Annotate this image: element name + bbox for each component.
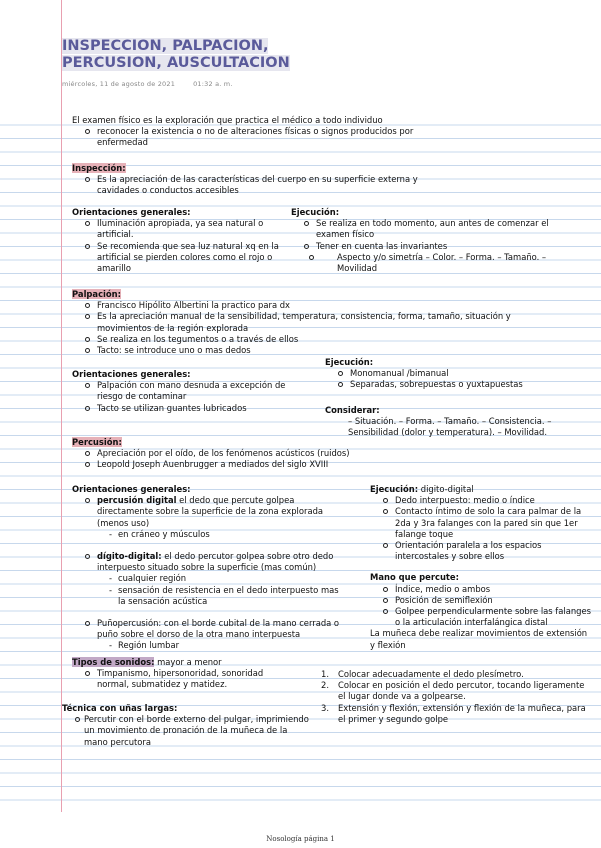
date-text: miércoles, 11 de agosto de 2021 (62, 80, 176, 88)
intro-list (72, 126, 422, 148)
palpacion-ejec-list (325, 368, 565, 390)
tipos-section (72, 657, 287, 691)
list-item: Se realiza en todo momento, aun antes de comenzar el examen físico (291, 218, 563, 240)
percusion-ejec-rest: digito-digital (418, 484, 474, 494)
list-item: Tacto: se introduce uno o mas dedos (72, 345, 512, 356)
inspeccion-ejec (291, 207, 563, 274)
time-text: 01:32 a. m. (193, 80, 233, 88)
list-item: Posición de semiflexión (370, 595, 592, 606)
digito-rest: el dedo percutor golpea sobre otro dedo interpuesto situado sobre la superficie (mas común) (97, 551, 334, 573)
inspeccion-ejec-sub: Aspecto y/o simetría – Color. – Forma. – Tamaño. – Movilidad (337, 251, 547, 274)
list-item: Leopold Joseph Auenbrugger a mediados del siglo XVIII (72, 459, 372, 470)
page-title (62, 38, 372, 72)
percusion-list (72, 448, 372, 470)
list-item: reconocer la existencia o no de alteraciones físicas o signos producidos por enfermedad (72, 126, 422, 148)
list-item: Dedo interpuesto: medio o índice (370, 495, 592, 506)
list-item: Timpanismo, hipersonoridad, sonoridad normal, submatidez y matidez. (72, 668, 287, 690)
list-item (72, 495, 347, 529)
list-item: Percutir con el borde externo del pulgar, imprimiendo un movimiento de pronación de la muñeca de la mano percutora (62, 714, 312, 748)
list-item: Contacto íntimo de solo la cara palmar de la 2da y 3ra falanges con la pared sin que 1er falange toque (370, 506, 592, 540)
list-item: Se realiza en los tegumentos o a través de ellos (72, 334, 512, 345)
list-item: Tacto se utilizan guantes lubricados (72, 403, 300, 414)
list-item: Francisco Hipólito Albertini la practico para dx (72, 300, 512, 311)
list-item: Puñopercusión: con el borde cubital de la mano cerrada o puño sobre el dorso de la otra mano interpuesta (72, 618, 347, 640)
inspeccion-section (72, 163, 437, 197)
percusion-orient (72, 484, 347, 652)
percusion-ejec-list (370, 495, 592, 562)
palpacion-orient (72, 369, 300, 414)
page-date (62, 79, 233, 90)
percusion-orient-heading: Orientaciones generales: (72, 484, 191, 494)
list-item (291, 252, 563, 274)
list-item: - en cráneo y músculos (72, 529, 347, 540)
muneca-text: La muñeca debe realizar movimientos de extensión y flexión (370, 628, 588, 650)
list-item: Es la apreciación de las características del cuerpo en su superficie externa y cavidades o conductos accesibles (72, 174, 437, 196)
percusion-ejec-heading: Ejecución: (370, 484, 419, 494)
inspeccion-heading: Inspección: (72, 163, 126, 173)
list-item (72, 551, 347, 573)
mano-heading: Mano que percute: (370, 572, 459, 583)
list-item: Es la apreciación manual de la sensibilidad, temperatura, consistencia, forma, tamaño, situación y movimientos de la región explorada (72, 311, 512, 333)
tipos-line (72, 657, 287, 668)
list-item: - Región lumbar (72, 640, 347, 651)
inspeccion-orient-heading: Orientaciones generales: (72, 207, 191, 217)
palpacion-section (72, 289, 512, 356)
digital-bold: percusión digital (97, 495, 177, 506)
percusion-ejec-line (370, 484, 592, 495)
list-item: Índice, medio o ambos (370, 584, 592, 595)
palpacion-consid-text: – Situación. – Forma. – Tamaño. – Consistencia. – Sensibilidad (dolor y temperatura). – Movilidad. (348, 416, 552, 438)
list-item: Palpación con mano desnuda a excepción de riesgo de contaminar (72, 380, 300, 402)
tipos-rest: mayor a menor (154, 657, 222, 667)
page-footer: Nosología página 1 (266, 835, 335, 843)
percusion-heading: Percusión: (72, 437, 122, 447)
list-item: - sensación de resistencia en el dedo interpuesto mas la sensación acústica (72, 585, 347, 607)
intro-section (72, 115, 422, 149)
list-item: Golpee perpendicularmente sobre las falanges o la articulación interfalángica distal (370, 606, 592, 628)
palpacion-orient-list (72, 380, 300, 414)
percusion-puno-list (72, 618, 347, 652)
palpacion-ejec-heading: Ejecución: (325, 357, 374, 367)
palpacion-consid (325, 405, 570, 439)
list-item: Orientación paralela a los espacios intercostales y sobre ellos (370, 540, 592, 562)
palpacion-ejec (325, 357, 565, 391)
tecnica-heading: Técnica con uñas largas: (62, 703, 178, 713)
list-item: 3. Extensión y flexión, extensión y flexión de la muñeca, para el primer y segundo golpe (321, 703, 593, 725)
mano-list (370, 584, 592, 629)
list-item: Se recomienda que sea luz natural xq en la artificial se pierden colores como el rojo o amarillo (72, 241, 284, 275)
page-title-text: INSPECCION, PALPACION, PERCUSION, AUSCULTACION (62, 38, 290, 71)
intro-text: El examen físico es la exploración que practica el médico a todo individuo (72, 115, 383, 125)
digital-rest: el dedo que percute golpea directamente sobre la superficie de la zona explorada (menos uso) (97, 495, 324, 528)
percusion-orient-list (72, 495, 347, 540)
list-item: Iluminación apropiada, ya sea natural o artificial. (72, 218, 284, 240)
list-item: Apreciación por el oído, de los fenómenos acústicos (ruidos) (72, 448, 372, 459)
inspeccion-orient (72, 207, 284, 274)
steps-section (321, 669, 593, 725)
list-item: Tener en cuenta las invariantes (291, 241, 563, 252)
percusion-section (72, 437, 372, 471)
palpacion-orient-heading: Orientaciones generales: (72, 369, 191, 379)
inspeccion-list (72, 174, 437, 196)
margin-line (61, 0, 62, 812)
palpacion-heading: Palpación: (72, 289, 121, 299)
list-item: 1. Colocar adecuadamente el dedo plesímetro. (321, 669, 593, 680)
palpacion-consid-heading: Considerar: (325, 405, 380, 415)
list-item: Separadas, sobrepuestas o yuxtapuestas (325, 379, 565, 390)
inspeccion-ejec-heading: Ejecución: (291, 207, 340, 217)
percusion-ejec (370, 484, 592, 651)
steps-list (321, 669, 593, 725)
list-item: 2. Colocar en posición el dedo percutor, tocando ligeramente el lugar donde va a golpearse. (321, 680, 593, 702)
tipos-heading: Tipos de sonidos: (72, 657, 155, 667)
digito-bold: dígito-digital: (97, 551, 162, 562)
inspeccion-orient-list (72, 218, 284, 274)
tecnica-list (62, 714, 312, 748)
percusion-digito-list (72, 551, 347, 607)
list-item: Monomanual /bimanual (325, 368, 565, 379)
tipos-list (72, 668, 287, 690)
list-item: - cualquier región (72, 573, 347, 584)
palpacion-list (72, 300, 512, 356)
inspeccion-ejec-list (291, 218, 563, 274)
tecnica-section (62, 703, 312, 748)
